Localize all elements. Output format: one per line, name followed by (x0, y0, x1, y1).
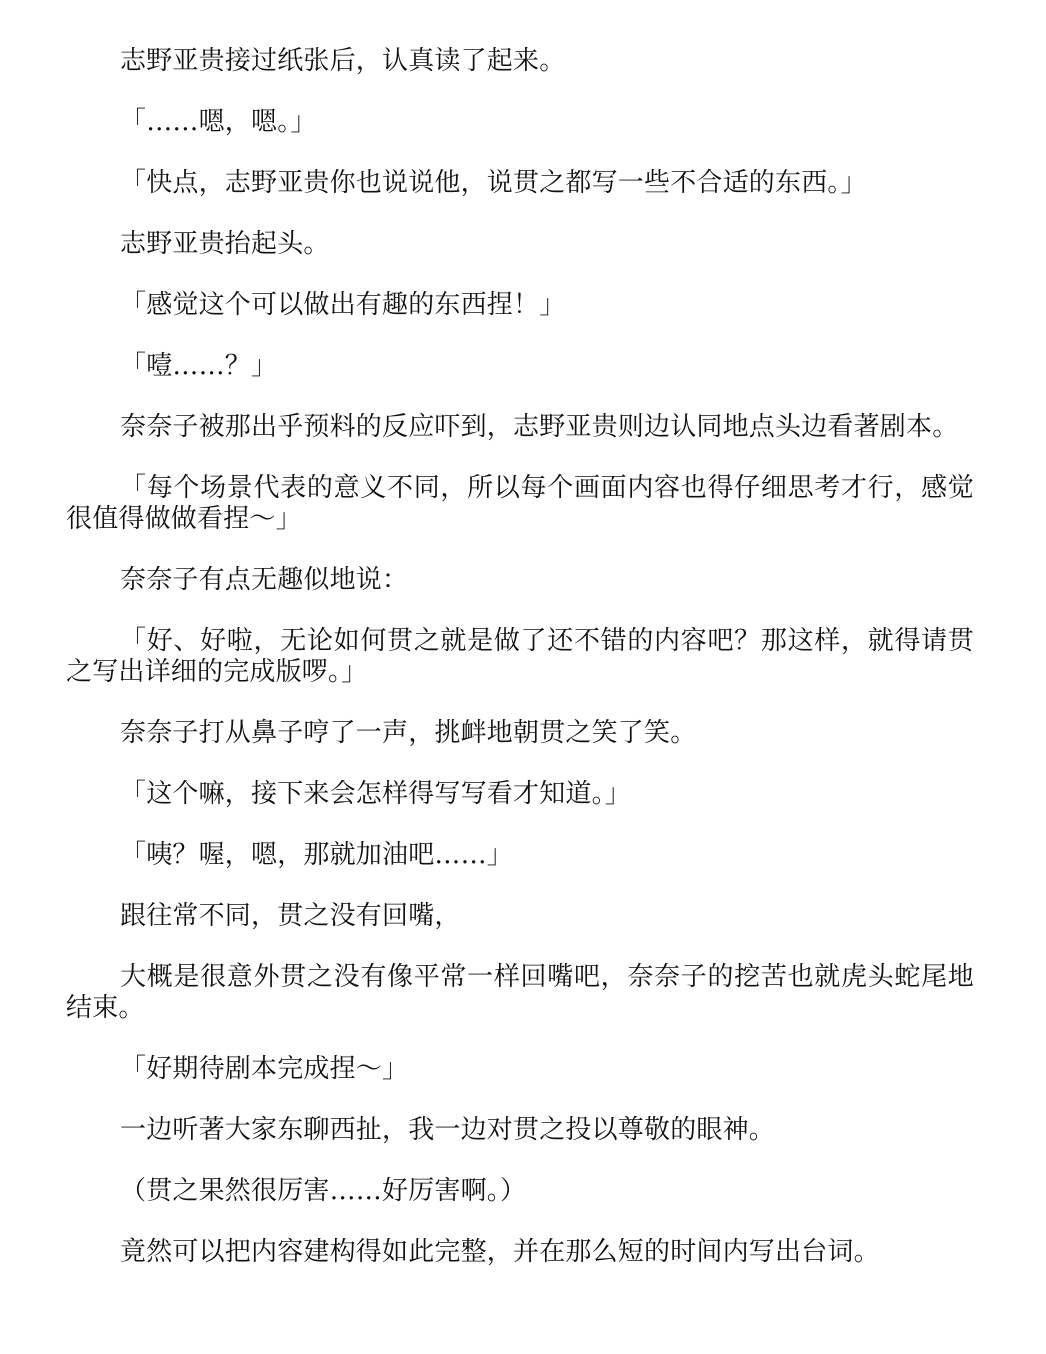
paragraph: 奈奈子打从鼻子哼了一声，挑衅地朝贯之笑了笑。 (120, 718, 697, 748)
paragraph: 「每个场景代表的意义不同，所以每个画面内容也得仔细思考才行，感觉很值得做做看捏～」 (66, 473, 974, 534)
paragraph: 「好期待剧本完成捏～」 (120, 1054, 409, 1084)
document-page (66, 46, 974, 1268)
paragraph: 「咦？喔，嗯，那就加油吧……」 (120, 840, 514, 870)
paragraph: 「这个嘛，接下来会怎样得写写看才知道。」 (120, 779, 632, 809)
paragraph: 跟往常不同，贯之没有回嘴， (120, 901, 461, 931)
paragraph: 志野亚贵抬起头。 (120, 229, 330, 259)
paragraph: （贯之果然很厉害……好厉害啊。） (120, 1176, 527, 1206)
paragraph: 一边听著大家东聊西扯，我一边对贯之投以尊敬的眼神。 (120, 1115, 776, 1145)
paragraph: 奈奈子被那出乎预料的反应吓到，志野亚贵则边认同地点头边看著剧本。 (120, 412, 959, 442)
paragraph: 志野亚贵接过纸张后，认真读了起来。 (120, 46, 566, 76)
paragraph: 「好、好啦，无论如何贯之就是做了还不错的内容吧？那这样，就得请贯之写出详细的完成版啰。」 (66, 626, 974, 687)
paragraph: 「快点，志野亚贵你也说说他，说贯之都写一些不合适的东西。」 (120, 168, 867, 198)
paragraph: 「噎……？」 (120, 351, 278, 381)
paragraph: 「感觉这个可以做出有趣的东西捏！」 (120, 290, 566, 320)
paragraph: 「……嗯，嗯。」 (120, 107, 317, 137)
paragraph: 竟然可以把内容建构得如此完整，并在那么短的时间内写出台词。 (120, 1237, 880, 1267)
paragraph: 大概是很意外贯之没有像平常一样回嘴吧，奈奈子的挖苦也就虎头蛇尾地结束。 (66, 962, 974, 1023)
paragraph: 奈奈子有点无趣似地说： (120, 565, 409, 595)
